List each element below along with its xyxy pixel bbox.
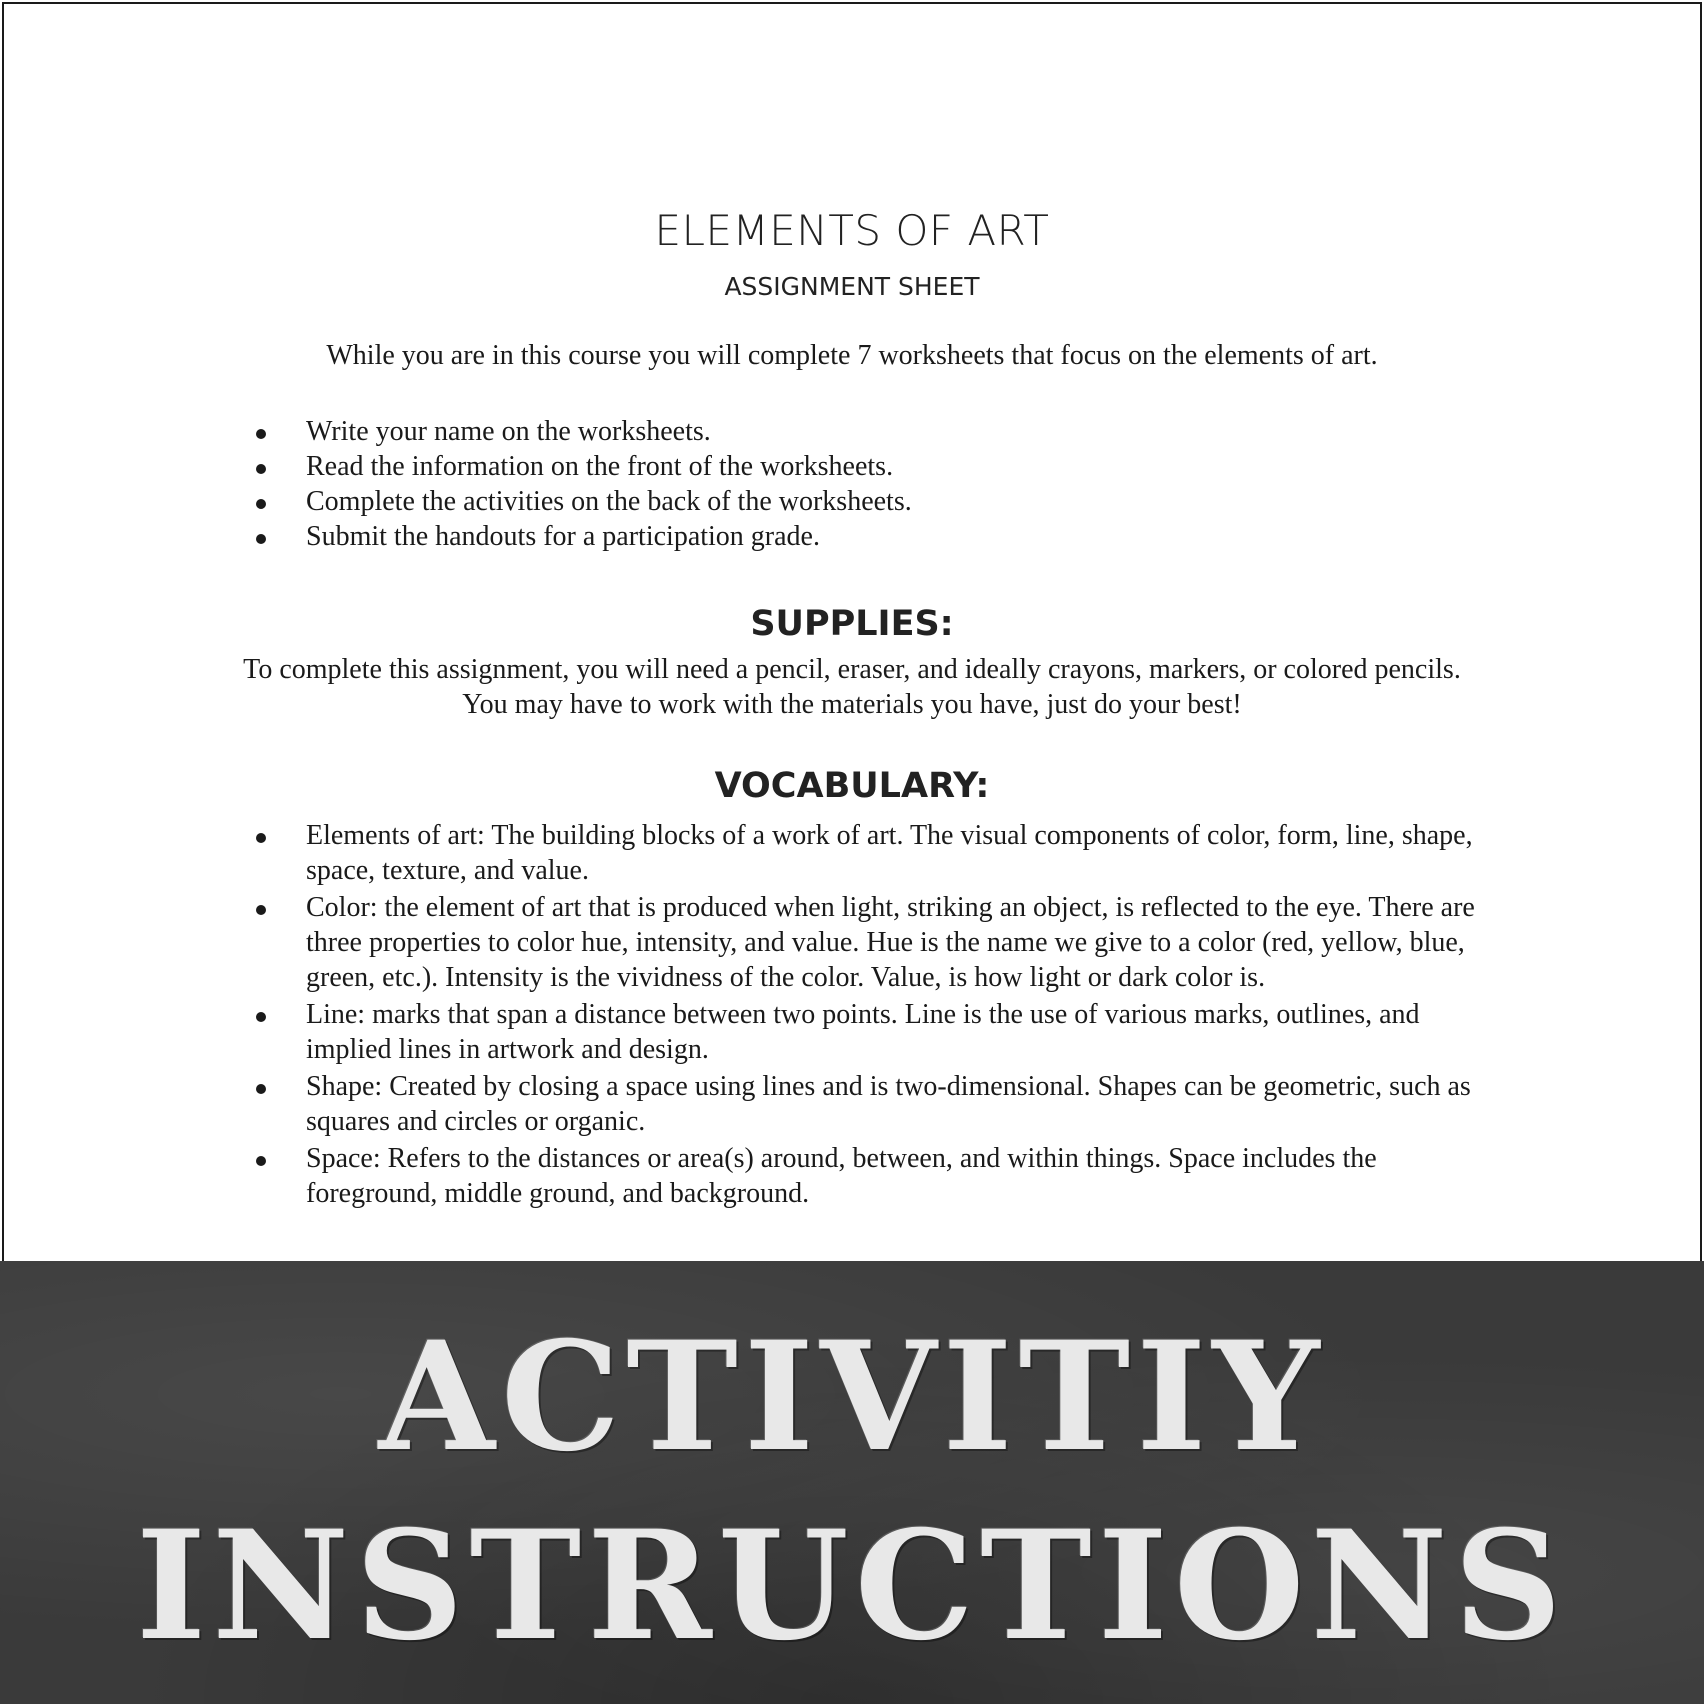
task-item: Submit the handouts for a participation grade. [256,519,1556,554]
vocabulary-item: Elements of art: The building blocks of a work of art. The visual components of color, form, line, shape, space, texture, and value. [256,818,1506,888]
banner-title-line2: INSTRUCTIONS [136,1498,1568,1674]
chalkboard-banner [0,1261,1704,1704]
supplies-text: To complete this assignment, you will need a pencil, eraser, and ideally crayons, markers, or colored pencils. You may have to work with the materials you have, just do your best! [243,654,1461,720]
document-title: ELEMENTS OF ART [654,206,1050,255]
supplies-heading: SUPPLIES: [750,604,954,644]
intro-text: While you are in this course you will complete 7 worksheets that focus on the elements of art. [326,340,1378,371]
vocabulary-item: Line: marks that span a distance between two points. Line is the use of various marks, outlines, and implied lines in artwork and design. [256,997,1506,1067]
task-item: Complete the activities on the back of the worksheets. [256,484,1556,519]
vocabulary-list [256,818,1506,1213]
vocabulary-heading: VOCABULARY: [714,766,990,806]
vocabulary-item: Color: the element of art that is produced when light, striking an object, is reflected to the eye. There are three properties to color hue, intensity, and value. Hue is the name we give to a color (red, yellow, blue, green, etc.). Intensity is the vividness of the color. Value, is how light or dark color is. [256,890,1506,995]
vocabulary-item: Shape: Created by closing a space using lines and is two-dimensional. Shapes can be geometric, such as squares and circles or organic. [256,1069,1506,1139]
task-item: Write your name on the worksheets. [256,414,1556,449]
vocabulary-item: Space: Refers to the distances or area(s) around, between, and within things. Space includes the foreground, middle ground, and background. [256,1141,1506,1211]
banner-title-line1: ACTIVITIY [378,1309,1326,1485]
task-list [256,414,1556,554]
task-item: Read the information on the front of the worksheets. [256,449,1556,484]
document-subtitle: ASSIGNMENT SHEET [724,272,980,301]
